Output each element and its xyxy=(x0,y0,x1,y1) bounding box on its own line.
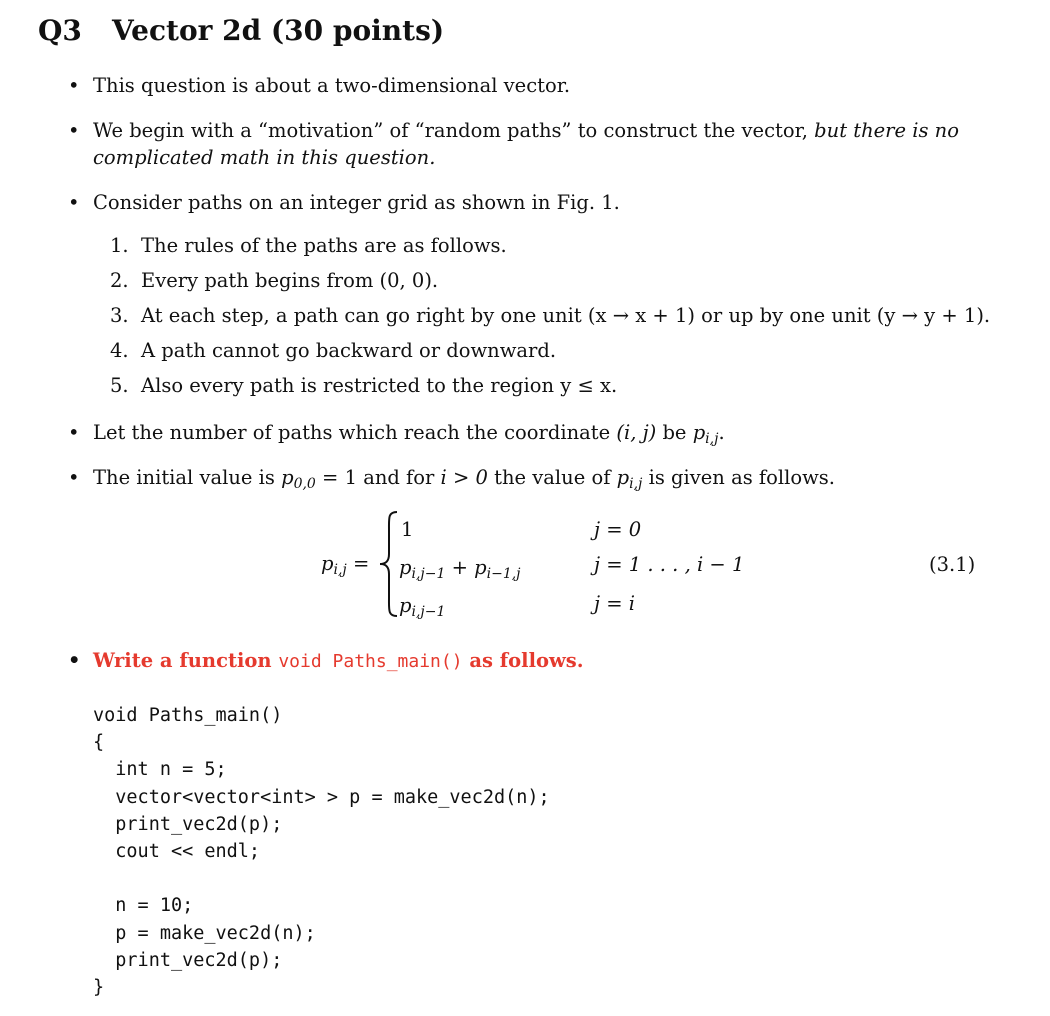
rule-text: The rules of the paths are as follows. xyxy=(141,234,507,257)
bullet-dot: • xyxy=(68,649,81,672)
rule-item xyxy=(110,234,507,257)
bullet-text: This question is about a two-dimensional vector. xyxy=(93,74,571,97)
bullet-text-part: We begin with a “motivation” of “random paths” to construct the vector, xyxy=(93,119,808,142)
inline-code: void Paths_main() xyxy=(278,651,463,672)
bullet-dot: • xyxy=(68,119,80,142)
rule-number: 2. xyxy=(110,269,129,292)
rule-number: 5. xyxy=(110,374,129,397)
case-condition: j = 1 . . . , i − 1 xyxy=(594,553,745,576)
rule-text: At each step, a path can go right by one unit (x → x + 1) or up by one unit (y → y + 1). xyxy=(141,304,991,327)
rule-number: 4. xyxy=(110,339,129,362)
bullet-text-part: be xyxy=(662,421,687,444)
bullet-text-part: as follows. xyxy=(469,649,584,672)
math-inline: $p_{i,j}$ xyxy=(692,421,719,447)
equation-label: (3.1) xyxy=(929,553,976,576)
case-value: 1 xyxy=(401,518,414,541)
math-inline: i > 0 xyxy=(440,466,488,489)
code-block: void Paths_main() { int n = 5; vector<vector<int> > p = make_vec2d(n); print_vec2d(p); cout << endl; n = 10; p = make_vec2d(n); print_vec2d(p); } xyxy=(93,705,550,999)
rule-text: Also every path is restricted to the region y ≤ x. xyxy=(141,374,618,397)
bullet-text: Consider paths on an integer grid as shown in Fig. 1. xyxy=(93,191,620,214)
bullet-dot: • xyxy=(68,421,80,444)
rule-item xyxy=(110,339,556,362)
bullet-text-part: Let the number of paths which reach the coordinate xyxy=(93,421,611,444)
bullet-text-part: = 1 and for xyxy=(322,466,435,489)
bullet-text xyxy=(93,647,584,675)
left-brace-icon xyxy=(378,510,400,618)
bullet-dot: • xyxy=(68,74,80,97)
bullet-dot: • xyxy=(68,191,80,214)
bullet-text-part: the value of xyxy=(494,466,611,489)
bullet-text-part: is given as follows. xyxy=(648,466,835,489)
bullet-dot: • xyxy=(68,466,80,489)
math-inline: (i, j) xyxy=(616,421,657,444)
question-title: Vector 2d (30 points) xyxy=(112,14,445,47)
case-condition: j = i xyxy=(594,592,636,615)
rule-number: 1. xyxy=(110,234,129,257)
emphasis-text: complicated math in this question. xyxy=(93,146,436,169)
case-condition: j = 0 xyxy=(594,518,642,541)
bullet-text xyxy=(93,464,835,498)
bullet-text xyxy=(93,117,959,144)
case-value: $p_{i,j-1} + p_{i-1,j}$ xyxy=(399,556,521,582)
bullet-text-part: Write a function xyxy=(93,649,272,672)
rule-item xyxy=(110,304,990,327)
question-heading xyxy=(38,14,444,47)
rule-number: 3. xyxy=(110,304,129,327)
equation-lhs: $p_{i,j}$ = xyxy=(321,552,370,578)
rule-item xyxy=(110,374,617,397)
rule-text: A path cannot go backward or downward. xyxy=(141,339,557,362)
bullet-text-part: The initial value is xyxy=(93,466,275,489)
math-inline: $p_{0,0}$ xyxy=(281,466,316,492)
rule-item xyxy=(110,269,438,292)
bullet-text: Let the number of paths which reach the coordinate (i, j) be $p_{i,j}$. xyxy=(93,421,725,447)
emphasis-text: but there is no xyxy=(814,119,959,142)
case-value: $p_{i,j-1}$ xyxy=(399,594,446,620)
rule-text: Every path begins from (0, 0). xyxy=(141,269,439,292)
math-inline: $p_{i,j}$ xyxy=(616,466,643,492)
question-number: Q3 xyxy=(38,14,82,47)
